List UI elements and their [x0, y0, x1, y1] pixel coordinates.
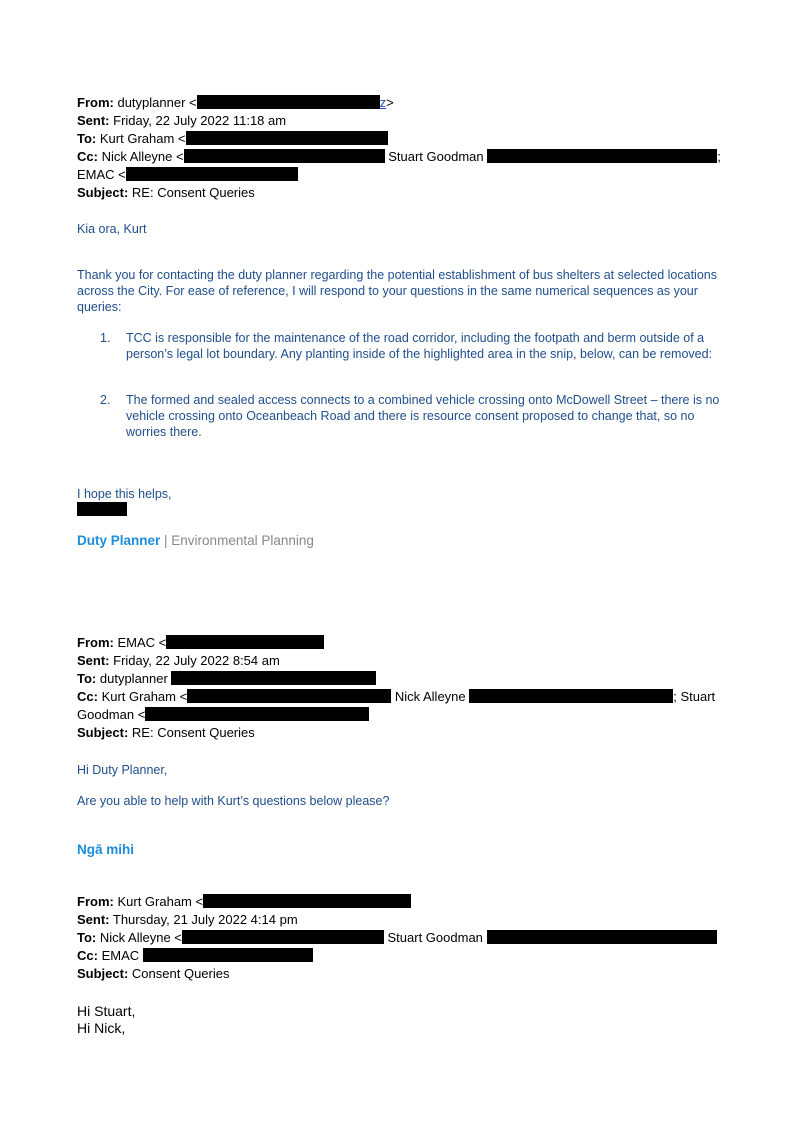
cc-label: Cc: [77, 689, 98, 704]
redaction [469, 689, 673, 703]
redaction [187, 689, 391, 703]
email3-cc-line [77, 947, 313, 965]
email2-sign: Ngā mihi [77, 842, 135, 857]
email1-cc-line2 [77, 166, 298, 184]
cc-value: Kurt Graham < [101, 689, 188, 704]
redaction [487, 930, 717, 944]
email2-greeting: Hi Duty Planner, [77, 763, 168, 777]
list-number: 2. [100, 393, 111, 407]
email1-subject-line [77, 184, 255, 202]
email2-subject-line [77, 724, 255, 742]
to-value: dutyplanner [99, 671, 168, 686]
email2-cc-line [77, 688, 715, 706]
subject-label: Subject: [77, 725, 129, 740]
from-value: dutyplanner < [117, 95, 197, 110]
cc-value: EMAC [101, 948, 140, 963]
email3-greeting-1: Hi Stuart, [77, 1003, 136, 1019]
email3-from-line [77, 893, 411, 911]
email2-to-line [77, 670, 376, 688]
to-value: Nick Alleyne < [99, 930, 182, 945]
subject-label: Subject: [77, 966, 129, 981]
sent-value: Friday, 22 July 2022 11:18 am [113, 113, 287, 128]
email1-from-line [77, 94, 394, 112]
email1-sent-line [77, 112, 286, 130]
subject-value: RE: Consent Queries [131, 725, 255, 740]
redaction [197, 95, 380, 109]
email3-subject-line [77, 965, 229, 983]
from-label: From: [77, 635, 114, 650]
cc-second: Stuart Goodman [388, 149, 484, 164]
redaction [166, 635, 324, 649]
from-email-link[interactable]: z [379, 95, 387, 110]
email3-to-line [77, 929, 717, 947]
email2-from-line [77, 634, 324, 652]
cc-line2: EMAC < [77, 167, 126, 182]
signature-redaction [77, 502, 127, 516]
list-text: The formed and sealed access connects to a combined vehicle crossing onto McDowell Street – there is no vehicle crossing onto Oceanbeach Road and there is resource consent proposed to change that, so no worries there. [126, 393, 720, 439]
email2-body: Are you able to help with Kurt’s questions below please? [77, 794, 390, 808]
email1-closing: I hope this helps, [77, 487, 172, 501]
from-value: Kurt Graham < [117, 894, 204, 909]
subject-value: Consent Queries [131, 966, 230, 981]
list-number: 1. [100, 331, 111, 345]
subject-value: RE: Consent Queries [131, 185, 255, 200]
sent-label: Sent: [77, 653, 110, 668]
list-text: TCC is responsible for the maintenance of the road corridor, including the footpath and berm outside of a person’s legal lot boundary. Any planting inside of the highlighted area in the snip, below, can be removed: [126, 331, 713, 361]
signature-department: Environmental Planning [171, 533, 314, 548]
email2-cc-line2 [77, 706, 369, 724]
from-label: From: [77, 894, 114, 909]
cc-label: Cc: [77, 948, 98, 963]
signature-separator: | [160, 533, 172, 548]
email1-cc-line [77, 148, 721, 166]
sent-value: Friday, 22 July 2022 8:54 am [113, 653, 280, 668]
redaction [203, 894, 411, 908]
redaction [171, 671, 376, 685]
redaction [487, 149, 717, 163]
signature-line [77, 532, 314, 550]
email1-intro: Thank you for contacting the duty planner regarding the potential establishment of bus shelters at selected locations across the City. For ease of reference, I will respond to your questions in the same numerical sequences as your queries: [77, 268, 717, 314]
to-label: To: [77, 671, 97, 686]
sent-label: Sent: [77, 912, 110, 927]
redaction [184, 149, 385, 163]
cc-tail: ; Stuart [673, 689, 716, 704]
sent-value: Thursday, 21 July 2022 4:14 pm [112, 912, 298, 927]
redaction [186, 131, 388, 145]
email1-greeting: Kia ora, Kurt [77, 222, 147, 236]
redaction [145, 707, 369, 721]
cc-second: Nick Alleyne [394, 689, 466, 704]
from-value: EMAC < [117, 635, 167, 650]
cc-value: Nick Alleyne < [101, 149, 184, 164]
email2-sent-line [77, 652, 280, 670]
to-label: To: [77, 131, 97, 146]
to-value: Kurt Graham < [99, 131, 186, 146]
email3-sent-line [77, 911, 298, 929]
subject-label: Subject: [77, 185, 129, 200]
cc-label: Cc: [77, 149, 98, 164]
from-label: From: [77, 95, 114, 110]
to-label: To: [77, 930, 97, 945]
to-second: Stuart Goodman [387, 930, 483, 945]
from-tail: > [386, 95, 394, 110]
redaction [126, 167, 298, 181]
cc-line2: Goodman < [77, 707, 146, 722]
redaction [143, 948, 313, 962]
sent-label: Sent: [77, 113, 110, 128]
email3-greeting-2: Hi Nick, [77, 1020, 126, 1036]
email1-to-line [77, 130, 388, 148]
cc-tail: ; [717, 149, 721, 164]
signature-name: Duty Planner [77, 533, 161, 548]
redaction [182, 930, 384, 944]
